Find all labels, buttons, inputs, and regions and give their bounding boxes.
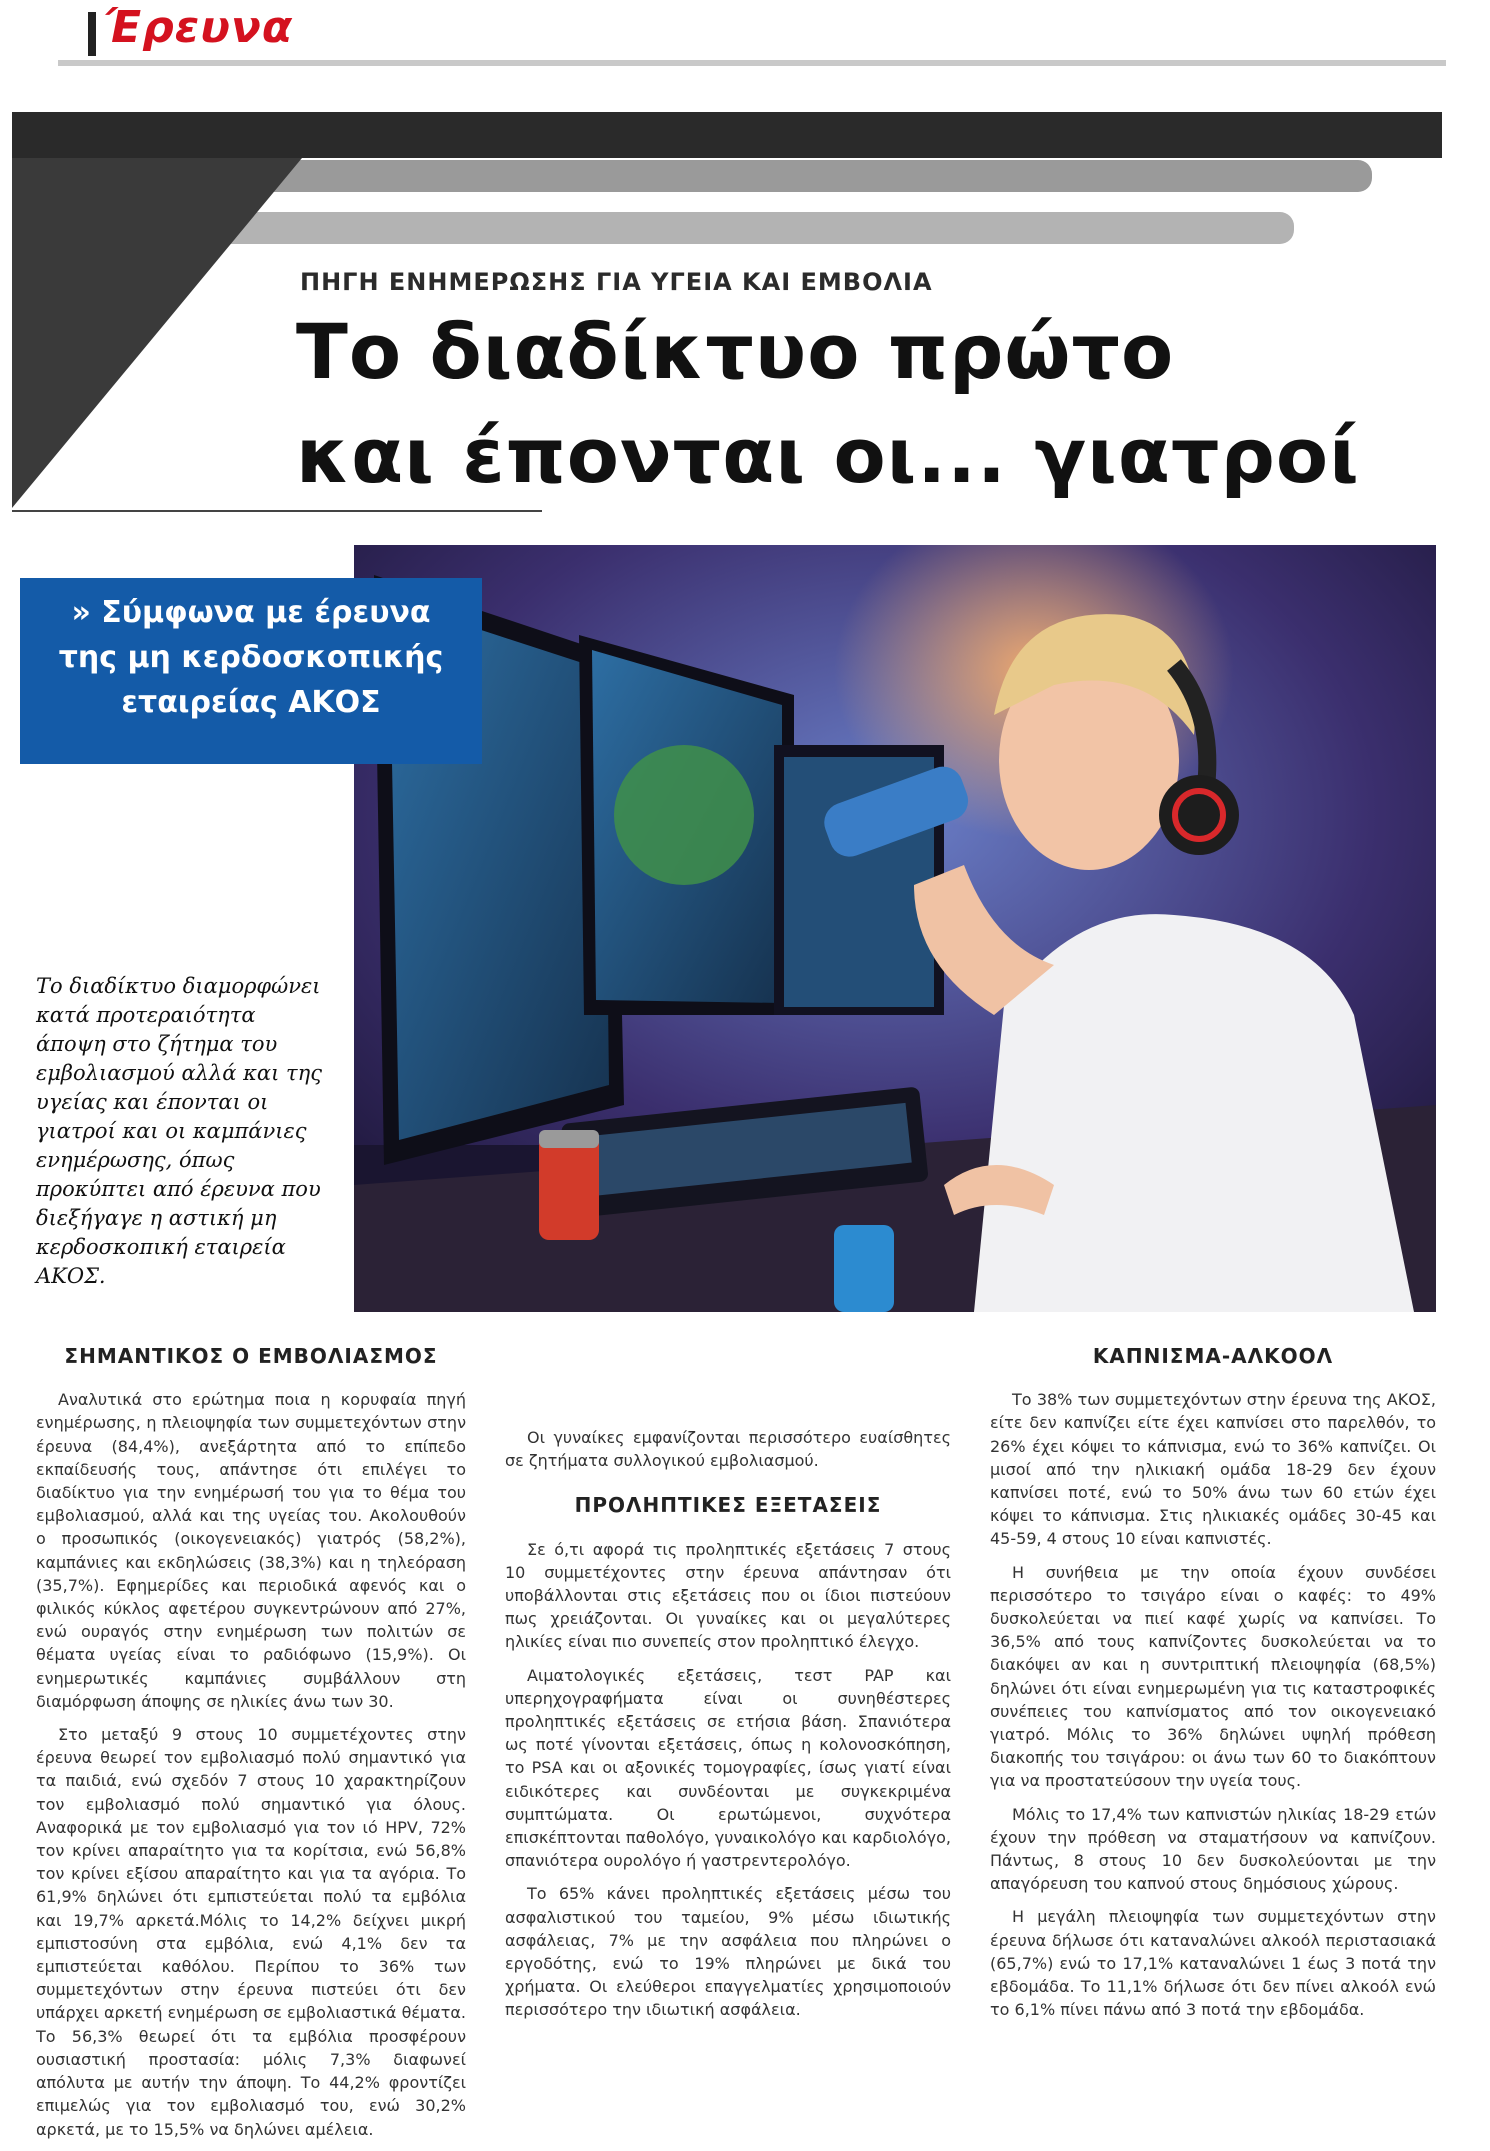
subheading-exams: ΠΡΟΛΗΠΤΙΚΕΣ ΕΞΕΤΑΣΕΙΣ [574, 1493, 882, 1518]
paragraph: Αναλυτικά στο ερώτημα ποια η κορυφαία πηγή ενημέρωσης, η πλειοψηφία των συμμετεχόντων στην έρευνα (84,4%), ανεξάρτητα από το επίπεδο εκπαίδευσής τους, απάντησε ότι επιλέγει το διαδίκτυο για την ενημέρωσή του για το θέμα του εμβολιασμού, αλλά και της υγείας του. Ακολουθούν ο προσωπικός (οικογενειακός) γιατρός (58,2%), καμπάνιες και εκδηλώσεις (38,3%) και η τηλεόραση (35,7%). Εφημερίδες και περιοδικά αφενός και ο φιλικός κύκλος αφετέρου συγκεντρώνουν από 27%, ενώ ουραγός στην ενημέρωση των πολιτών σε θέματα υγείας είναι το ραδιόφωνο (15,9%). Οι ενημερωτικές καμπάνιες συμβάλλουν στη διαμόρφωση άποψης σε ηλικίες άνω των 30. [36, 1390, 466, 1711]
header-rule [58, 60, 1446, 66]
paragraph: Σε ό,τι αφορά τις προληπτικές εξετάσεις 7 στους 10 συμμετέχοντες στην έρευνα απάντησαν ότι υποβάλλονται στις εξετάσεις που οι ίδιοι πιστεύουν πως χρειάζονται. Οι γυναίκες και οι μεγαλύτερες ηλικίες είναι πιο συνεπείς στον προληπτικό έλεγχο. [505, 1539, 951, 1652]
callout-line-2: της μη κερδοσκοπικής [58, 640, 444, 675]
column-2 [505, 1346, 951, 2032]
paragraph: Στο μεταξύ 9 στους 10 συμμετέχοντες στην έρευνα θεωρεί τον εμβολιασμό πολύ σημαντικό για τα παιδιά, ενώ σχεδόν 7 στους 10 χαρακτηρίζουν τον εμβολιασμό πολύ σημαντικό για όλους. Αναφορικά με τον εμβολιασμό για τον ιό HPV, 72% τον κρίνει απαραίτητο για τα κορίτσια, ενώ 56,8% τον κρίνει εξίσου απαραίτητο και για τα αγόρια. Το 61,9% δηλώνει ότι εμπιστεύεται πολύ τα εμβόλια και 19,7% αρκετά.Μόλις το 14,2% δείχνει μικρή εμπιστοσύνη στα εμβόλια, ενώ 4,1% δεν τα εμπιστεύεται καθόλου. Περίπου το 36% των συμμετεχόντων στην έρευνα πιστεύει ότι δεν υπάρχει αρκετή ενημέρωση σε εμβολιαστικά θέματα. Το 56,3% θεωρεί ότι τα εμβόλια προσφέρουν ουσιαστική προστασία: μόλις 7,3% διαφωνεί απόλυτα με αυτήν την άποψη. Το 44,2% φροντίζει επιμελώς για τον εμβολιασμό του, ενώ 30,2% αρκετά, με το 15,5% να δηλώνει αμέλεια. [36, 1725, 466, 2139]
decor-line [12, 510, 542, 512]
callout-line-3: εταιρείας ΑΚΟΣ [121, 685, 381, 720]
paragraph: Η μεγάλη πλειοψηφία των συμμετεχόντων στην έρευνα δήλωσε ότι καταναλώνει αλκοόλ περιστασιακά (65,7%) ενώ το 17,1% καταναλώνει 1 έως 3 ποτά την εβδομάδα. Το 11,1% δήλωσε ότι δεν πίνει αλκοόλ ενώ το 6,1% πίνει πάνω από 3 ποτά την εβδομάδα. [990, 1907, 1436, 2020]
paragraph: Το 38% των συμμετεχόντων στην έρευνα της ΑΚΟΣ, είτε δεν καπνίζει είτε έχει καπνίσει στο παρελθόν, το 26% έχει κόψει το κάπνισμα, ενώ το 36% καπνίζει. Οι μισοί από την ηλικιακή ομάδα 18-29 δεν έχουν καπνίσει ποτέ, ενώ το 50% άνω των 60 ετών έχει κόψει το κάπνισμα. Στις ηλικιακές ομάδες 30-45 και 45-59, 4 στους 10 είναι καπνιστές. [990, 1390, 1436, 1549]
kicker: ΠΗΓΗ ΕΝΗΜΕΡΩΣΗΣ ΓΙΑ ΥΓΕΙΑ ΚΑΙ ΕΜΒΟΛΙΑ [300, 268, 933, 296]
section-marker [88, 12, 96, 56]
headline-line-1: Το διαδίκτυο πρώτο [296, 307, 1175, 396]
headline-line-2: και έπονται οι... γιατροί [296, 411, 1360, 500]
paragraph: Το 65% κάνει προληπτικές εξετάσεις μέσω του ασφαλιστικού του ταμείου, 9% μέσω ιδιωτικής ασφάλειας, 7% με την ασφάλεια που πληρώνει ο εργοδότης, ενώ το 19% πληρώνει με δικά του χρήματα. Οι ελεύθεροι επαγγελματίες χρησιμοποιούν περισσότερο την ιδιωτική ασφάλεια. [505, 1884, 951, 2020]
paragraph: Αιματολογικές εξετάσεις, τεστ PAP και υπερηχογραφήματα είναι οι συνηθέστερες προληπτικές εξετάσεις σε ετήσια βάση. Σπανιότερα ως ποτέ γίνονται εξετάσεις, όπως η κολονοσκόπηση, το PSA και οι αξονικές τομογραφίες, ίσως γιατί είναι ειδικότερες και συνδέονται με συγκεκριμένα συμπτώματα. Οι ερωτώμενοι, συχνότερα επισκέπτονται παθολόγο, γυναικολόγο και καρδιολόγο, σπανιότερα ουρολόγο ή γαστρεντερολόγο. [505, 1665, 951, 1871]
decor-stripe-black [12, 112, 1442, 158]
paragraph: Οι γυναίκες εμφανίζονται περισσότερο ευαίσθητες σε ζητήματα συλλογικού εμβολιασμού. [505, 1428, 951, 1471]
article-photo [354, 545, 1436, 1312]
subheading-smoking: ΚΑΠΝΙΣΜΑ-ΑΛΚΟΟΛ [1092, 1344, 1334, 1368]
column-3 [990, 1345, 1436, 2031]
section-title: Έρευνα [104, 2, 294, 53]
callout-line-1: » Σύμφωνα με έρευνα [71, 595, 431, 630]
paragraph: Μόλις το 17,4% των καπνιστών ηλικίας 18-29 ετών έχουν την πρόθεση να σταματήσουν να καπνίζουν. Πάντως, 8 στους 10 δεν δυσκολεύονται με την απαγόρευση του καπνού στους δημόσιους χώρους. [990, 1804, 1436, 1894]
subheading-vaccination: ΣΗΜΑΝΤΙΚΟΣ Ο ΕΜΒΟΛΙΑΣΜΟΣ [64, 1344, 438, 1368]
headline [296, 300, 1360, 508]
decor-triangle [12, 158, 302, 508]
callout-box [20, 578, 482, 764]
column-1 [36, 1345, 466, 2151]
intro-text: Το διαδίκτυο διαμορφώνει κατά προτεραιότητα άποψη στο ζήτημα του εμβολιασμού αλλά και της υγείας και έπονται οι γιατροί και οι καμπάνιες ενημέρωσης, όπως προκύπτει από έρευνα που διεξήγαγε η αστική μη κερδοσκοπική εταιρεία ΑΚΟΣ. [36, 974, 322, 1288]
paragraph: Η συνήθεια με την οποία έχουν συνδέσει περισσότερο το τσιγάρο είναι ο καφές: το 49% δυσκολεύεται να πιεί καφέ χωρίς να καπνίσει. Το 36,5% από τους καπνίζοντες δυσκολεύεται να το διακόψει αν και η συντριπτική πλειοψηφία (68,5%) δηλώνει ότι είναι ενημερωμένη για τις καταστροφικές συνέπειες του καπνίσματος από τον οικογενειακό γιατρό. Μόλις το 36% δηλώνει υψηλή πρόθεση διακοπής του τσιγάρου: οι άνω των 60 το διακόπτουν για να προστατεύσουν την υγεία τους. [990, 1562, 1436, 1791]
gamer-illustration [354, 545, 1436, 1312]
